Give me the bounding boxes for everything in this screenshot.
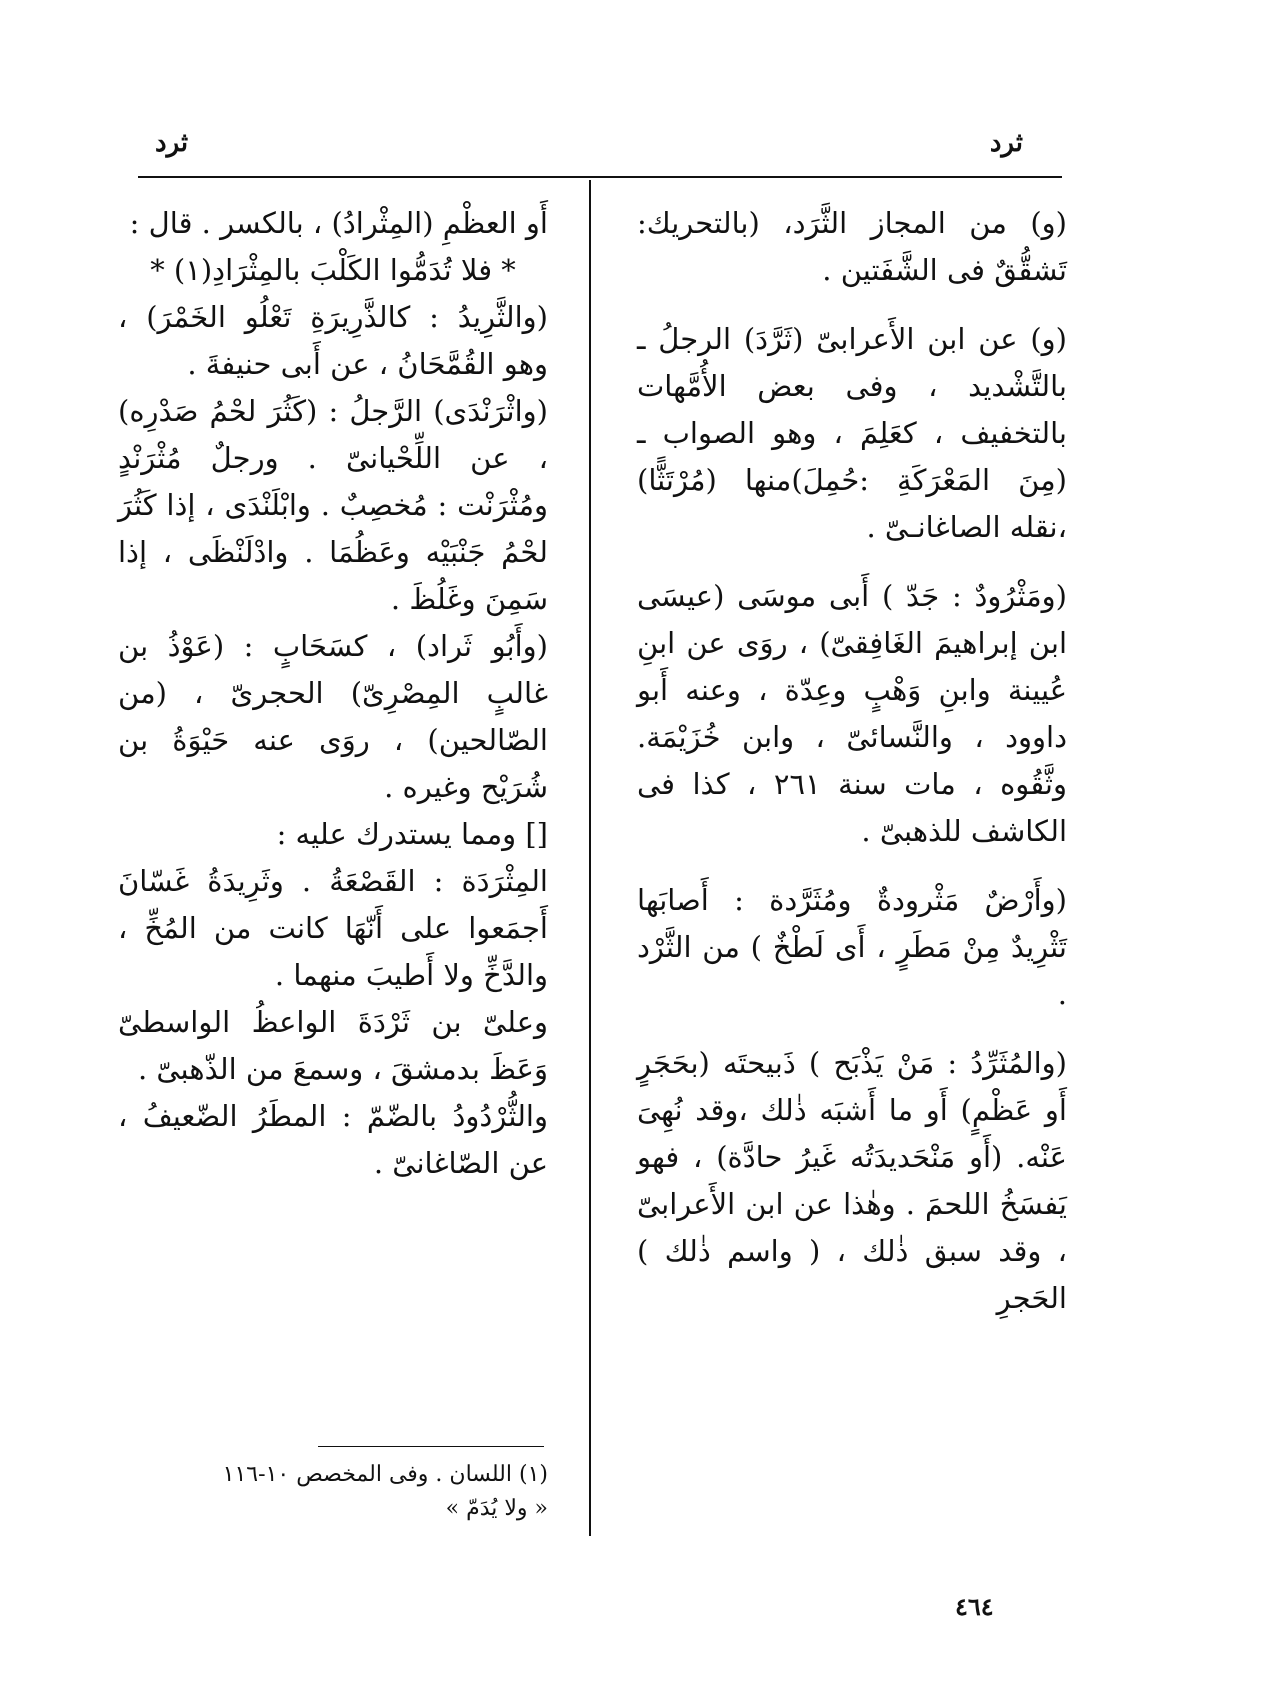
footnote-line: (١) اللسان . وفى المخصص ١٠-١١٦ [222, 1462, 548, 1487]
entry-paragraph: المِثْرَدَة : القَصْعَةُ . وثَرِيدَةُ غَسّانَ أَجمَعوا على أَنّهَا كانت من المُخِّ ، والدَّخِّ ولا أَطيبَ منهما . [118, 864, 548, 992]
entry-paragraph: (وأَرْضٌ مَثْرودةٌ ومُثَرَّدة : أَصابَها تَثْرِيدٌ مِنْ مَطَرٍ ، أَى لَطْخٌ ) من الثَّرْد . [637, 883, 1067, 1011]
footnote-rule [318, 1446, 544, 1447]
column-divider [589, 180, 591, 1536]
entry-paragraph: (و) عن ابن الأَعرابىّ (ثَرَّدَ) الرجلُ ـ بالتَّشْديد ، وفى بعض الأُمَّهات بالتخفيف ، كعَلِمَ ، وهو الصواب ـ (مِنَ المَعْرَكَةِ :حُمِلَ)منها (مُرْتَثًّا) ،نقله الصاغانـىّ . [637, 322, 1067, 544]
entry-paragraph: أَو العظْمِ (المِثْرادُ) ، بالكسر . قال : [129, 206, 548, 240]
header-rule [138, 176, 1062, 178]
footnote-line: « ولا يُدَمّ » [445, 1496, 548, 1521]
supplement-heading: [] ومما يستدرك عليه : [276, 817, 548, 851]
entry-paragraph: (ومَثْرُودٌ : جَدّ ) أَبى موسَى (عيسَى ابن إبراهيمَ الغَافِقىّ) ، روَى عن ابنِ عُيينة وابنِ وَهْبٍ وعِدّة ، وعنه أَبو داوود ، والنَّسائىّ ، وابن خُزَيْمَة. وثَّقُوه ، مات سنة ٢٦١ ، كذا فى الكاشف للذهبىّ . [637, 579, 1068, 848]
entry-paragraph: (والمُثَرِّدُ : مَنْ يَذْبَح ) ذَبيحتَه (بحَجَرٍ أَو عَظْمٍ) أَو ما أَشبَه ذٰلك ،وقد نُهِىَ عَنْه. (أَو مَنْحَديدَتُه غَيرُ حادَّة) ، فهو يَفسَخُ اللحمَ . وهٰذا عن ابن الأَعرابىّ ، وقد سبق ذٰلك ، ( واسم ذٰلك ) الحَجرِ [637, 1046, 1067, 1315]
entry-paragraph: وعلىّ بن ثَرْدَةَ الواعظُ الواسطىّ وَعَظَ بدمشقَ ، وسمعَ من الذّهبىّ . [118, 1005, 548, 1086]
entry-paragraph: (وأَبُو ثَراد) ، كسَحَابٍ : (عَوْذُ بن غالبٍ المِصْرِىّ) الحجرىّ ، (من الصّالحين) ، روَى عنه حَيْوَةُ بن شُرَيْح وغيره . [118, 629, 548, 804]
running-header-right: ثرد [989, 128, 1023, 158]
verse-line: * فلا تُدَمُّوا الكَلْبَ بالمِثْرَادِ(١) * [150, 253, 516, 287]
running-header-left: ثرد [155, 128, 189, 158]
entry-paragraph: (واثْرَنْدَى) الرَّجلُ : (كَثُرَ لحْمُ صَدْرِه) ، عن اللِّحْيانىّ . ورجلٌ مُثْرَنْدٍ ومُثْرَنْت : مُخصِبٌ . وابْلَنْدَى ، إذا كَثُرَ لحْمُ جَنْبَيْه وعَظُمَا . وادْلَنْظَى ، إذا سَمِنَ وغَلُظَ . [118, 394, 548, 616]
right-column [637, 200, 1067, 1322]
left-column [118, 200, 548, 1187]
page-number: ٤٦٤ [955, 1592, 994, 1621]
footnote [118, 1458, 548, 1526]
entry-paragraph: (و) من المجاز الثَّرَد، (بالتحريك: تَشقُّقٌ فى الشَّفَتين . [637, 206, 1067, 287]
entry-paragraph: (والثَّرِيدُ : كالذَّرِيرَةِ تَعْلُو الخَمْرَ) ، وهو القُمَّحَانُ ، عن أَبى حنيفةَ . [118, 300, 548, 381]
entry-paragraph: والثُّرْدُودُ بالضّمّ : المطَرُ الضّعيفُ ، عن الصّاغانىّ . [118, 1099, 548, 1180]
